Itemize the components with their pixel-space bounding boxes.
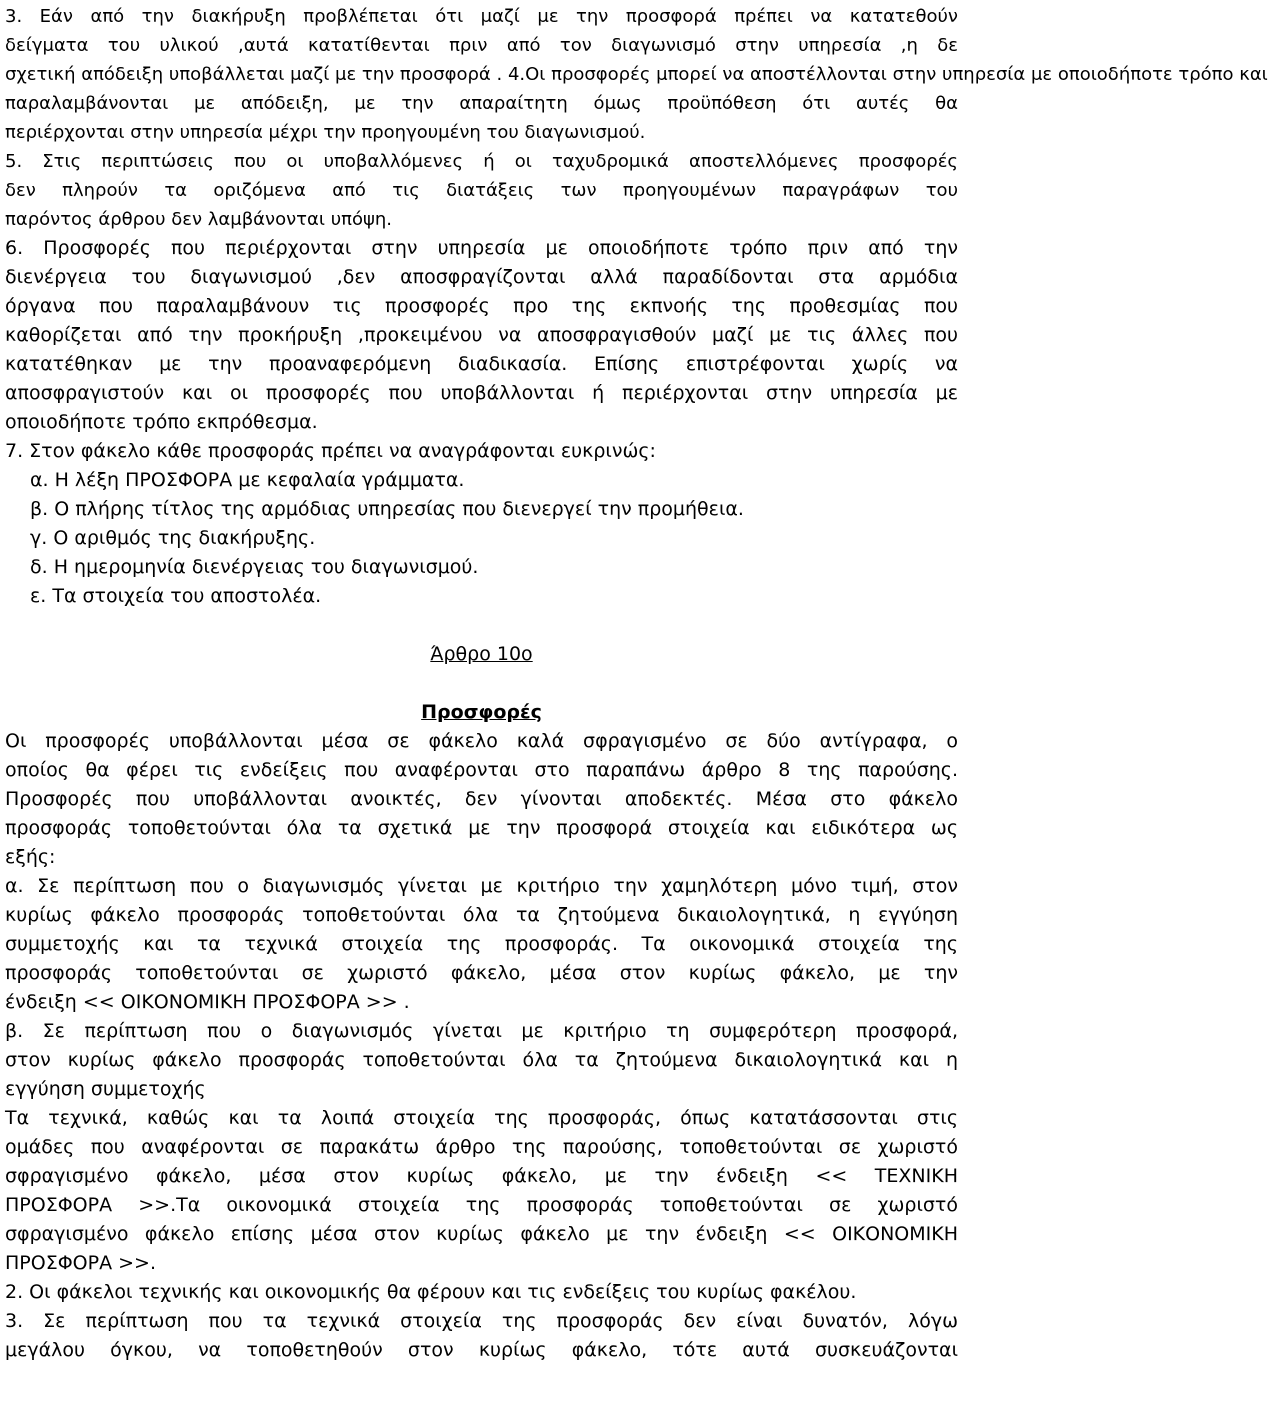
text-line: διενέργεια του διαγωνισμού ,δεν αποσφραγίζονται αλλά παραδίδονται στα αρμόδια: [5, 266, 958, 288]
spacer: [5, 669, 958, 698]
text-line: ΠΡΟΣΦΟΡΑ >>.: [5, 1252, 156, 1274]
text-line: παρόντος άρθρου δεν λαμβάνονται υπόψη.: [5, 209, 392, 230]
text-line: ΠΡΟΣΦΟΡΑ >>.Τα οικονομικά στοιχεία της προσφοράς τοποθετούνται σε χωριστό: [5, 1194, 958, 1216]
text-line: περιέρχονται στην υπηρεσία μέχρι την προηγουμένη του διαγωνισμού.: [5, 122, 646, 143]
text-line: στον κυρίως φάκελο προσφοράς τοποθετούνται όλα τα ζητούμενα δικαιολογητικά και η: [5, 1049, 958, 1071]
text-line: Τα τεχνικά, καθώς και τα λοιπά στοιχεία της προσφοράς, όπως κατατάσσονται στις: [5, 1107, 958, 1129]
text-line: κυρίως φάκελο προσφοράς τοποθετούνται όλα τα ζητούμενα δικαιολογητικά, η εγγύηση: [5, 904, 958, 926]
text-line: όργανα που παραλαμβάνουν τις προσφορές προ της εκπνοής της προθεσμίας που: [5, 295, 958, 317]
list-item: α. Η λέξη ΠΡΟΣΦΟΡΑ με κεφαλαία γράμματα.: [30, 469, 465, 491]
list-item: β. Ο πλήρης τίτλος της αρμόδιας υπηρεσίας που διενεργεί την προμήθεια.: [30, 498, 744, 520]
text-line: ομάδες που αναφέρονται σε παρακάτω άρθρο της παρούσης, τοποθετούνται σε χωριστό: [5, 1136, 958, 1158]
text-line: εγγύηση συμμετοχής: [5, 1078, 206, 1100]
text-line: κατατέθηκαν με την προαναφερόμενη διαδικασία. Επίσης επιστρέφονται χωρίς να: [5, 353, 958, 375]
list-item: ε. Τα στοιχεία του αποστολέα.: [30, 585, 322, 607]
text-line: 7. Στον φάκελο κάθε προσφοράς πρέπει να αναγράφονται ευκρινώς:: [5, 440, 656, 462]
document-page: [5, 2, 1268, 1365]
text-line: δεν πληρούν τα οριζόμενα από τις διατάξεις των προηγουμένων παραγράφων του: [5, 180, 958, 201]
text-line: οποιοδήποτε τρόπο εκπρόθεσμα.: [5, 411, 318, 433]
text-line: καθορίζεται από την προκήρυξη ,προκειμένου να αποσφραγισθούν μαζί με τις άλλες που: [5, 324, 958, 346]
text-line: β. Σε περίπτωση που ο διαγωνισμός γίνεται με κριτήριο τη συμφερότερη προσφορά,: [5, 1020, 958, 1042]
list-item: δ. Η ημερομηνία διενέργειας του διαγωνισμού.: [30, 556, 479, 578]
text-line: προσφοράς τοποθετούνται όλα τα σχετικά με την προσφορά στοιχεία και ειδικότερα ως: [5, 817, 958, 839]
text-line: εξής:: [5, 846, 56, 868]
article-title: Προσφορές: [421, 701, 542, 723]
text-line: παραλαμβάνονται με απόδειξη, με την απαραίτητη όμως προϋπόθεση ότι αυτές θα: [5, 93, 958, 114]
spacer: [5, 611, 958, 640]
text-line: σχετική απόδειξη υποβάλλεται μαζί με την προσφορά . 4.Οι προσφορές μπορεί να αποστέλλονται στην υπηρεσία με οποιοδήποτε τρόπο και: [5, 64, 1268, 85]
article-number: Άρθρο 10ο: [430, 643, 533, 665]
text-line: α. Σε περίπτωση που ο διαγωνισμός γίνεται με κριτήριο την χαμηλότερη μόνο τιμή, στον: [5, 875, 958, 897]
text-line: συμμετοχής και τα τεχνικά στοιχεία της προσφοράς. Τα οικονομικά στοιχεία της: [5, 933, 958, 955]
text-line: ένδειξη << ΟΙΚΟΝΟΜΙΚΗ ΠΡΟΣΦΟΡΑ >> .: [5, 991, 410, 1013]
list-item: γ. Ο αριθμός της διακήρυξης.: [30, 527, 316, 549]
text-line: 3. Σε περίπτωση που τα τεχνικά στοιχεία της προσφοράς δεν είναι δυνατόν, λόγω: [5, 1310, 958, 1332]
text-line: 6. Προσφορές που περιέρχονται στην υπηρεσία με οποιοδήποτε τρόπο πριν από την: [5, 237, 958, 259]
text-line: οποίος θα φέρει τις ενδείξεις που αναφέρονται στο παραπάνω άρθρο 8 της παρούσης.: [5, 759, 958, 781]
text-line: δείγματα του υλικού ,αυτά κατατίθενται πριν από τον διαγωνισμό στην υπηρεσία ,η δε: [5, 35, 958, 56]
text-line: 3. Εάν από την διακήρυξη προβλέπεται ότι μαζί με την προσφορά πρέπει να κατατεθούν: [5, 6, 958, 27]
text-line: 5. Στις περιπτώσεις που οι υποβαλλόμενες ή οι ταχυδρομικά αποστελλόμενες προσφορές: [5, 151, 958, 172]
text-line: μεγάλου όγκου, να τοποθετηθούν στον κυρίως φάκελο, τότε αυτά συσκευάζονται: [5, 1339, 958, 1361]
text-line: προσφοράς τοποθετούνται σε χωριστό φάκελο, μέσα στον κυρίως φάκελο, με την: [5, 962, 958, 984]
text-line: σφραγισμένο φάκελο, μέσα στον κυρίως φάκελο, με την ένδειξη << ΤΕΧΝΙΚΗ: [5, 1165, 958, 1187]
text-line: 2. Οι φάκελοι τεχνικής και οικονομικής θα φέρουν και τις ενδείξεις του κυρίως φακέλου.: [5, 1281, 857, 1303]
text-line: αποσφραγιστούν και οι προσφορές που υποβάλλονται ή περιέρχονται στην υπηρεσία με: [5, 382, 958, 404]
text-line: Προσφορές που υποβάλλονται ανοικτές, δεν γίνονται αποδεκτές. Μέσα στο φάκελο: [5, 788, 958, 810]
text-line: σφραγισμένο φάκελο επίσης μέσα στον κυρίως φάκελο με την ένδειξη << ΟΙΚΟΝΟΜΙΚΗ: [5, 1223, 958, 1245]
text-line: Οι προσφορές υποβάλλονται μέσα σε φάκελο καλά σφραγισμένο σε δύο αντίγραφα, ο: [5, 730, 958, 752]
